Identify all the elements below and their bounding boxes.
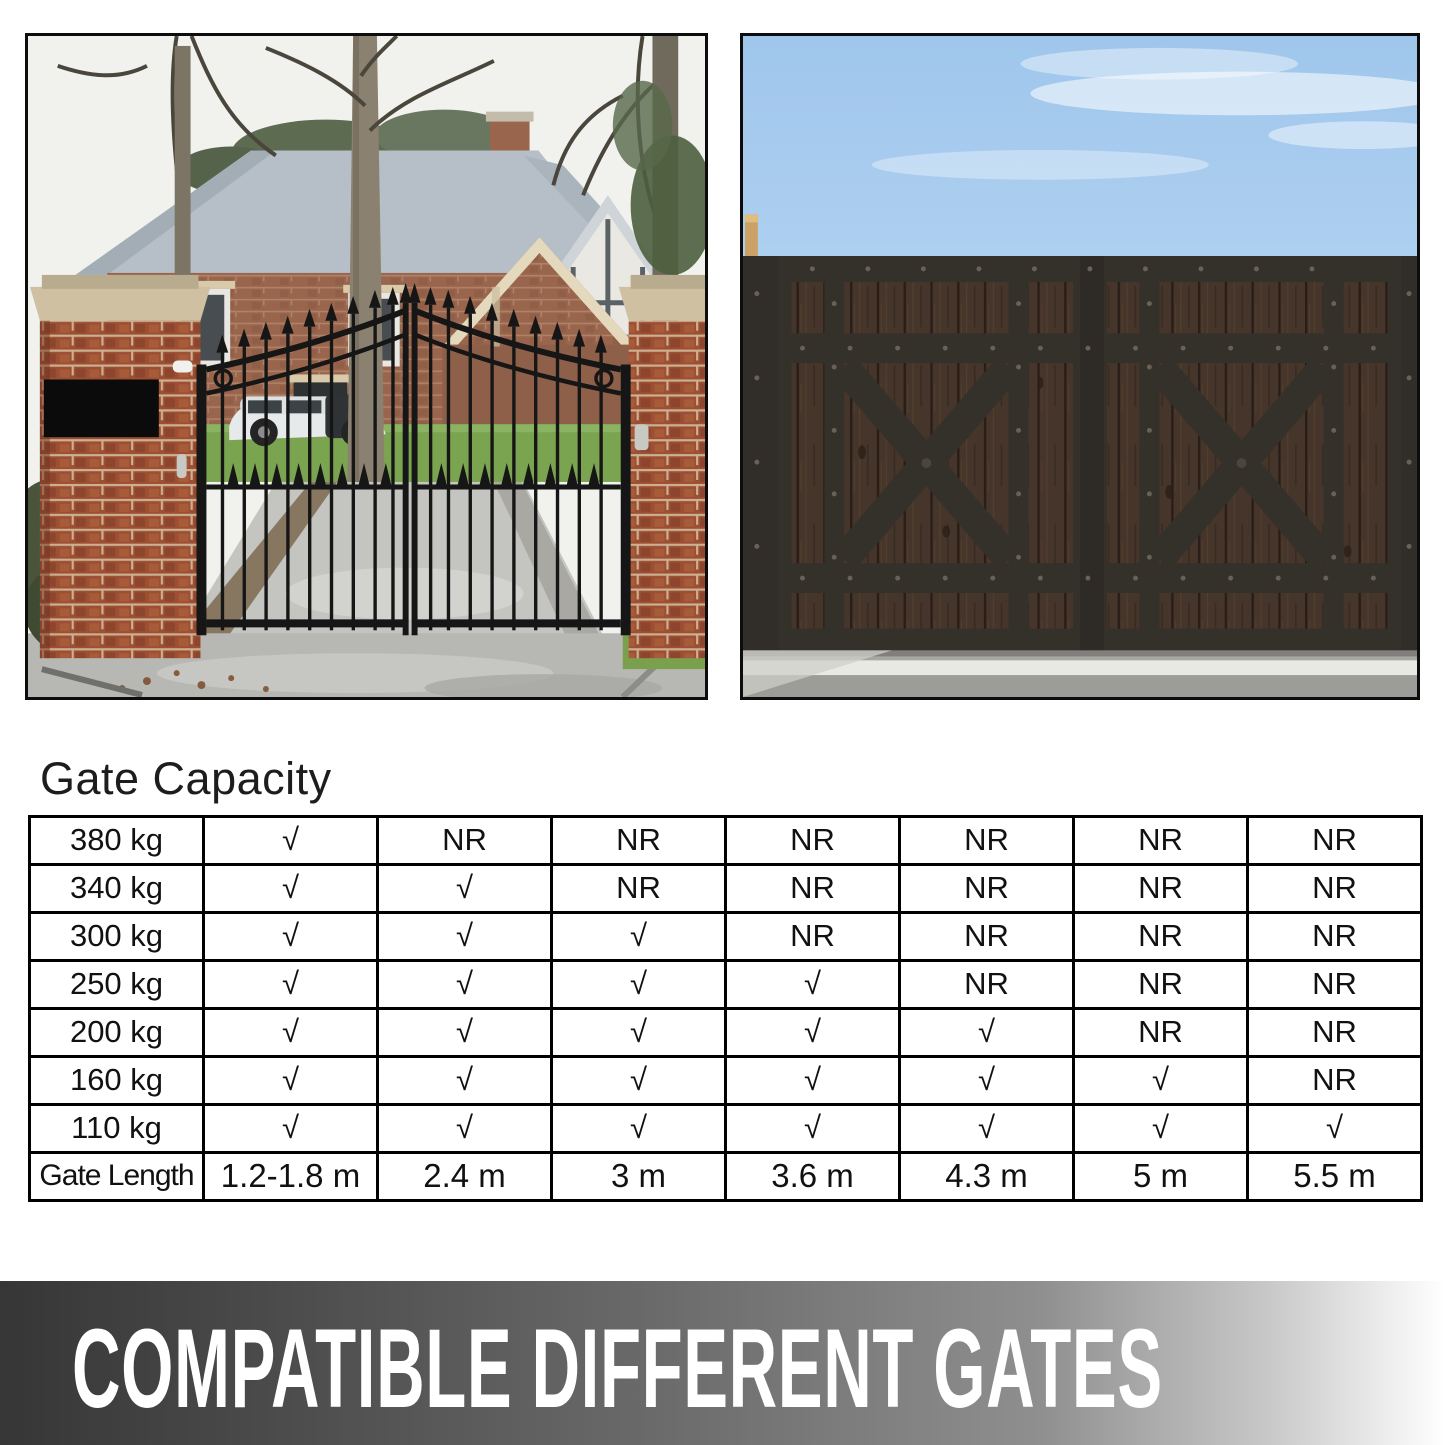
cell-not-recommended: NR [1248, 960, 1422, 1008]
cell-not-recommended: NR [1074, 912, 1248, 960]
cell-supported: √ [726, 1056, 900, 1104]
cell-supported: √ [378, 960, 552, 1008]
cell-supported: √ [1248, 1104, 1422, 1152]
cell-supported: √ [726, 960, 900, 1008]
iron-gate-photo [25, 33, 708, 700]
gate-length-value: 3 m [552, 1152, 726, 1200]
weight-label: 300 kg [30, 912, 204, 960]
gate-length-value: 5 m [1074, 1152, 1248, 1200]
cell-not-recommended: NR [900, 816, 1074, 864]
weight-label: 340 kg [30, 864, 204, 912]
gate-length-label: Gate Length [30, 1152, 204, 1200]
wooden-gate-illustration [743, 36, 1418, 697]
cell-supported: √ [552, 960, 726, 1008]
mailbox [44, 379, 159, 437]
cell-supported: √ [1074, 1104, 1248, 1152]
cell-not-recommended: NR [1248, 816, 1422, 864]
photo-row [0, 0, 1445, 700]
cell-supported: √ [204, 864, 378, 912]
gate-capacity-table [28, 815, 1423, 1202]
banner-title: COMPATIBLE DIFFERENT GATES [72, 1305, 1163, 1431]
cell-not-recommended: NR [1248, 864, 1422, 912]
cell-supported: √ [1074, 1056, 1248, 1104]
gate-length-value: 1.2-1.8 m [204, 1152, 378, 1200]
cell-supported: √ [204, 912, 378, 960]
capacity-row [30, 816, 1422, 864]
cell-supported: √ [900, 1008, 1074, 1056]
table-title: Gate Capacity [40, 753, 332, 804]
cell-supported: √ [204, 816, 378, 864]
cell-supported: √ [552, 1104, 726, 1152]
cell-not-recommended: NR [552, 864, 726, 912]
weight-label: 380 kg [30, 816, 204, 864]
security-camera [173, 361, 193, 373]
capacity-row [30, 864, 1422, 912]
weight-label: 110 kg [30, 1104, 204, 1152]
cell-not-recommended: NR [552, 816, 726, 864]
capacity-row [30, 1104, 1422, 1152]
cell-supported: √ [378, 1008, 552, 1056]
cell-supported: √ [204, 1104, 378, 1152]
cell-not-recommended: NR [378, 816, 552, 864]
gate-length-value: 2.4 m [378, 1152, 552, 1200]
gate-length-value: 5.5 m [1248, 1152, 1422, 1200]
iron-gate-illustration [28, 36, 705, 697]
capacity-row [30, 1008, 1422, 1056]
cell-supported: √ [204, 960, 378, 1008]
cell-not-recommended: NR [1074, 864, 1248, 912]
weight-label: 200 kg [30, 1008, 204, 1056]
cell-not-recommended: NR [1074, 1008, 1248, 1056]
cell-supported: √ [726, 1008, 900, 1056]
gate-keypad [635, 424, 649, 450]
capacity-row [30, 1056, 1422, 1104]
cell-not-recommended: NR [1248, 1056, 1422, 1104]
gate-length-value: 3.6 m [726, 1152, 900, 1200]
cell-supported: √ [378, 912, 552, 960]
cell-supported: √ [552, 912, 726, 960]
cell-not-recommended: NR [726, 816, 900, 864]
right-pillar [619, 275, 705, 658]
cell-not-recommended: NR [900, 864, 1074, 912]
weight-label: 250 kg [30, 960, 204, 1008]
wooden-gate-photo [740, 33, 1421, 700]
cell-supported: √ [900, 1104, 1074, 1152]
banner [0, 1281, 1445, 1445]
cell-not-recommended: NR [1248, 912, 1422, 960]
cell-supported: √ [378, 1056, 552, 1104]
wooden-gate [743, 256, 1418, 650]
capacity-row [30, 960, 1422, 1008]
gate-length-value: 4.3 m [900, 1152, 1074, 1200]
gate-capacity-section [0, 754, 1445, 1202]
cell-not-recommended: NR [726, 912, 900, 960]
cell-not-recommended: NR [1074, 960, 1248, 1008]
cell-not-recommended: NR [900, 960, 1074, 1008]
cell-supported: √ [378, 864, 552, 912]
cell-not-recommended: NR [900, 912, 1074, 960]
left-pillar [30, 275, 210, 658]
cell-not-recommended: NR [726, 864, 900, 912]
gate-length-row [30, 1152, 1422, 1200]
cell-not-recommended: NR [1074, 816, 1248, 864]
cell-supported: √ [726, 1104, 900, 1152]
cell-supported: √ [900, 1056, 1074, 1104]
cell-not-recommended: NR [1248, 1008, 1422, 1056]
capacity-row [30, 912, 1422, 960]
cell-supported: √ [552, 1008, 726, 1056]
cell-supported: √ [378, 1104, 552, 1152]
cell-supported: √ [204, 1008, 378, 1056]
weight-label: 160 kg [30, 1056, 204, 1104]
cell-supported: √ [552, 1056, 726, 1104]
cell-supported: √ [204, 1056, 378, 1104]
road [743, 650, 1418, 697]
